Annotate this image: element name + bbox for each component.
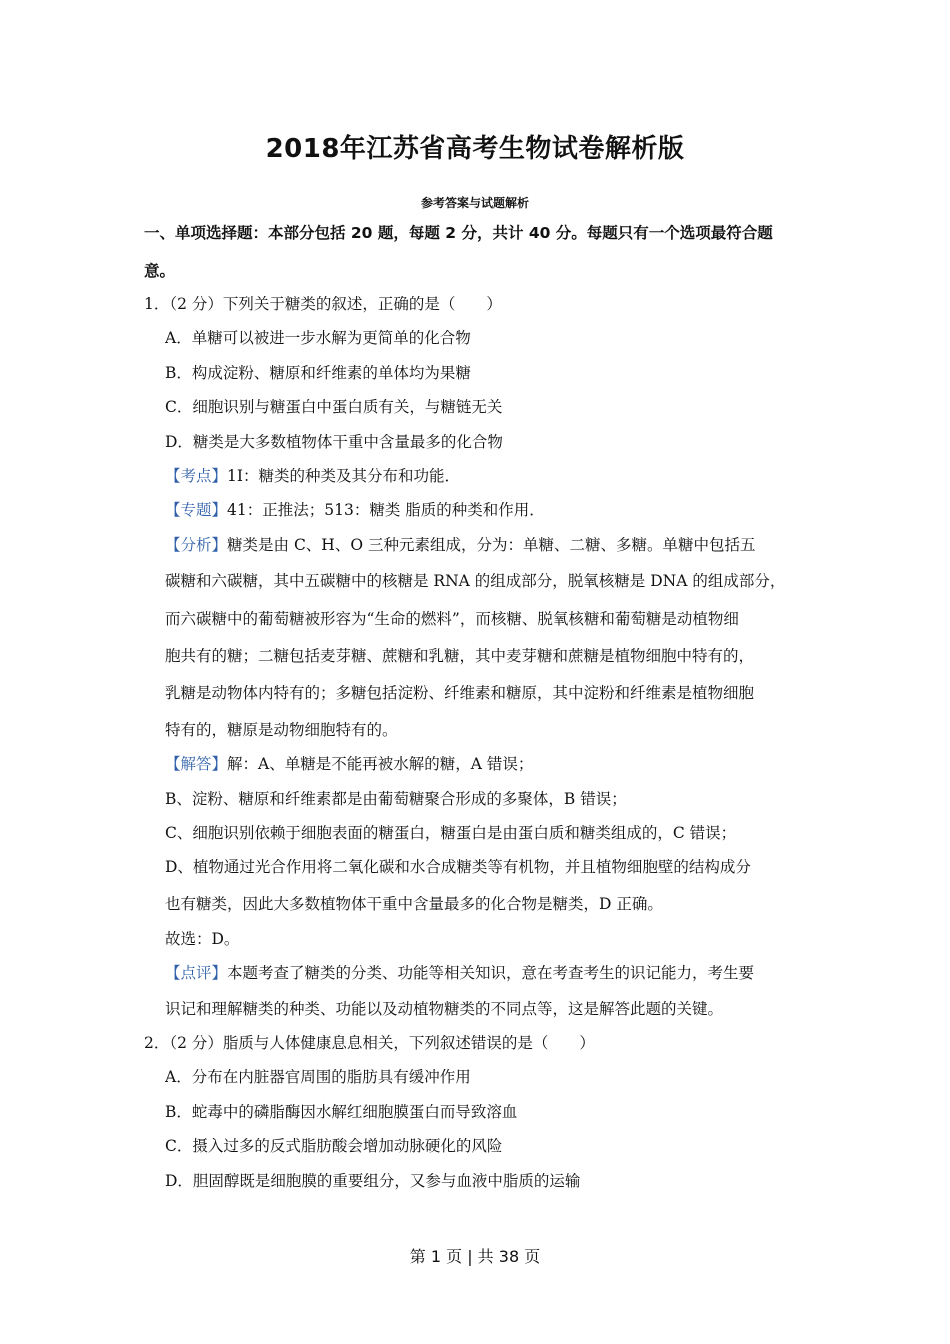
question-1-stem: 1．（2 分）下列关于糖类的叙述，正确的是（ ） xyxy=(144,295,502,313)
q2-option-c: C．摄入过多的反式脂肪酸会增加动脉硬化的风险 xyxy=(165,1137,503,1155)
q1-jieda-line-6: 故选：D。 xyxy=(165,930,240,948)
q1-fenxi-line-2: 碳糖和六碳糖，其中五碳糖中的核糖是 RNA 的组成部分，脱氧核糖是 DNA 的组成部分， xyxy=(165,572,786,590)
subtitle: 参考答案与试题解析 xyxy=(420,196,529,210)
q2-option-b: B．蛇毒中的磷脂酶因水解红细胞膜蛋白而导致溶血 xyxy=(165,1103,518,1121)
q1-dianping-line-2: 识记和理解糖类的种类、功能以及动植物糖类的不同点等，这是解答此题的关键。 xyxy=(165,1000,724,1018)
fenxi-text-1: 糖类是由 C、H、O 三种元素组成，分为：单糖、二糖、多糖。单糖中包括五 xyxy=(227,536,756,554)
section-heading-line1: 一、单项选择题：本部分包括 20 题，每题 2 分，共计 40 分。每题只有一个选项最符合题 xyxy=(144,224,773,242)
q1-fenxi-line-1 xyxy=(165,534,755,556)
q1-fenxi-line-4: 胞共有的糖；二糖包括麦芽糖、蔗糖和乳糖，其中麦芽糖和蔗糖是植物细胞中特有的， xyxy=(165,647,755,665)
jieda-text-1: 解：A、单糖是不能再被水解的糖，A 错误； xyxy=(227,755,534,773)
q1-jieda-line-3: C、细胞识别依赖于细胞表面的糖蛋白，糖蛋白是由蛋白质和糖类组成的，C 错误； xyxy=(165,824,737,842)
q1-option-b: B．构成淀粉、糖原和纤维素的单体均为果糖 xyxy=(165,364,471,382)
q1-jieda-line-4: D、植物通过光合作用将二氧化碳和水合成糖类等有机物，并且植物细胞壁的结构成分 xyxy=(165,858,751,876)
q1-option-a: A．单糖可以被进一步水解为更简单的化合物 xyxy=(165,329,471,347)
page-footer: 第 1 页 | 共 38 页 xyxy=(409,1247,541,1266)
zhuanti-text: 41：正推法；513：糖类 脂质的种类和作用． xyxy=(227,501,545,519)
q1-fenxi-line-5: 乳糖是动物体内特有的；多糖包括淀粉、纤维素和糖原，其中淀粉和纤维素是植物细胞 xyxy=(165,684,755,702)
q1-dianping-line-1 xyxy=(165,962,754,984)
q1-option-c: C．细胞识别与糖蛋白中蛋白质有关，与糖链无关 xyxy=(165,398,503,416)
q1-jieda-line-2: B、淀粉、糖原和纤维素都是由葡萄糖聚合形成的多聚体，B 错误； xyxy=(165,790,627,808)
q1-option-d: D．糖类是大多数植物体干重中含量最多的化合物 xyxy=(165,433,503,451)
kaodian-tag: 【考点】 xyxy=(165,467,228,485)
dianping-tag: 【点评】 xyxy=(165,964,228,982)
page-title: 2018年江苏省高考生物试卷解析版 xyxy=(265,134,685,164)
q1-fenxi-line-3: 而六碳糖中的葡萄糖被形容为“生命的燃料”，而核糖、脱氧核糖和葡萄糖是动植物细 xyxy=(165,610,739,628)
question-2-stem: 2．（2 分）脂质与人体健康息息相关，下列叙述错误的是（ ） xyxy=(144,1034,595,1052)
q1-zhuanti xyxy=(165,499,545,521)
q2-option-a: A．分布在内脏器官周围的脂肪具有缓冲作用 xyxy=(165,1068,471,1086)
jieda-tag: 【解答】 xyxy=(165,755,228,773)
dianping-text-1: 本题考查了糖类的分类、功能等相关知识，意在考查考生的识记能力，考生要 xyxy=(227,964,755,982)
q1-jieda-line-1 xyxy=(165,753,533,775)
q1-fenxi-line-6: 特有的，糖原是动物细胞特有的。 xyxy=(165,721,398,739)
section-heading-line2: 意。 xyxy=(144,262,176,280)
fenxi-tag: 【分析】 xyxy=(165,536,228,554)
q1-jieda-line-5: 也有糖类，因此大多数植物体干重中含量最多的化合物是糖类，D 正确。 xyxy=(165,895,663,913)
kaodian-text: 1I：糖类的种类及其分布和功能． xyxy=(227,467,461,485)
zhuanti-tag: 【专题】 xyxy=(165,501,228,519)
q1-kaodian xyxy=(165,465,460,487)
q2-option-d: D．胆固醇既是细胞膜的重要组分，又参与血液中脂质的运输 xyxy=(165,1172,581,1190)
